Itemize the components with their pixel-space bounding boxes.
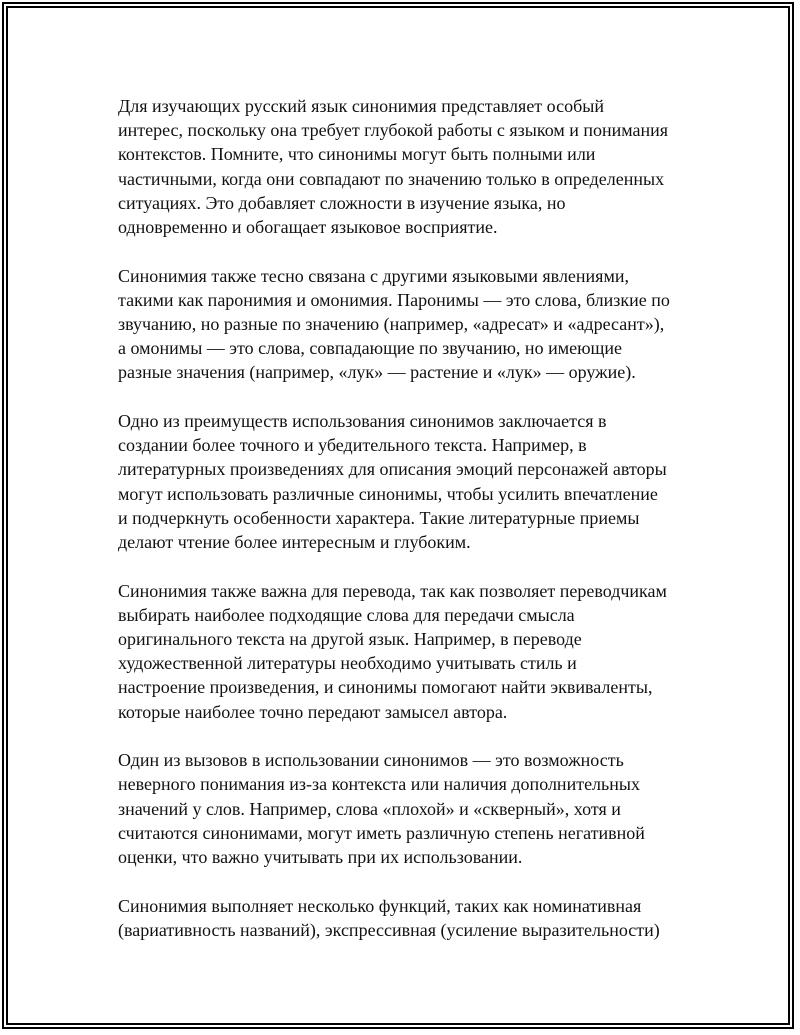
text-line: звучанию, но разные по значению (например, «адресат» и «адресант»), [118,314,665,335]
text-line: а омонимы — это слова, совпадающие по звучанию, но имеющие [118,338,623,359]
text-line: и подчеркнуть особенности характера. Такие литературные приемы [118,507,640,528]
paragraph-6 [118,894,698,942]
text-line: ситуациях. Это добавляет сложности в изучение языка, но [118,192,566,213]
text-line: которые наиболее точно передают замысел автора. [118,701,508,722]
paragraph-3 [118,409,698,554]
text-line: (вариативность названий), экспрессивная (усиление выразительности) [118,919,660,940]
text-line: неверного понимания из-за контекста или наличия дополнительных [118,774,640,795]
text-line: интерес, поскольку она требует глубокой работы с языком и понимания [118,120,669,141]
text-line: Синонимия выполняет несколько функций, таких как номинативная [118,895,642,916]
text-line: художественной литературы необходимо учитывать стиль и [118,653,577,674]
text-line: считаются синонимами, могут иметь различную степень негативной [118,822,645,843]
text-line: создании более точного и убедительного текста. Например, в [118,435,587,456]
text-line: такими как паронимия и омонимия. Паронимы — это слова, близкие по [118,289,670,310]
text-line: частичными, когда они совпадают по значению только в определенных [118,168,665,189]
text-line: литературных произведениях для описания эмоций персонажей авторы [118,459,667,480]
text-line: Синонимия также тесно связана с другими языковыми явлениями, [118,265,629,286]
text-line: оригинального текста на другой язык. Например, в переводе [118,629,582,650]
text-line: делают чтение более интересным и глубоким. [118,532,471,553]
text-line: одновременно и обогащает языковое восприятие. [118,217,498,238]
text-line: оценки, что важно учитывать при их использовании. [118,847,523,868]
text-line: Одно из преимуществ использования синонимов заключается в [118,411,607,432]
paragraph-1 [118,94,698,239]
text-line: могут использовать различные синонимы, чтобы усилить впечатление [118,483,658,504]
text-line: контекстов. Помните, что синонимы могут быть полными или [118,144,596,165]
text-line: выбирать наиболее подходящие слова для передачи смысла [118,604,575,625]
document-body [118,94,698,966]
text-line: значений у слов. Например, слова «плохой» и «скверный», хотя и [118,798,621,819]
text-line: разные значения (например, «лук» — растение и «лук» — оружие). [118,362,636,383]
paragraph-2 [118,264,698,385]
text-line: Синонимия также важна для перевода, так как позволяет переводчикам [118,580,667,601]
text-line: Для изучающих русский язык синонимия представляет особый [118,96,604,116]
text-line: настроение произведения, и синонимы помогают найти эквиваленты, [118,677,653,698]
text-line: Один из вызовов в использовании синонимов — это возможность [118,750,624,771]
paragraph-5 [118,748,698,869]
paragraph-4 [118,579,698,724]
